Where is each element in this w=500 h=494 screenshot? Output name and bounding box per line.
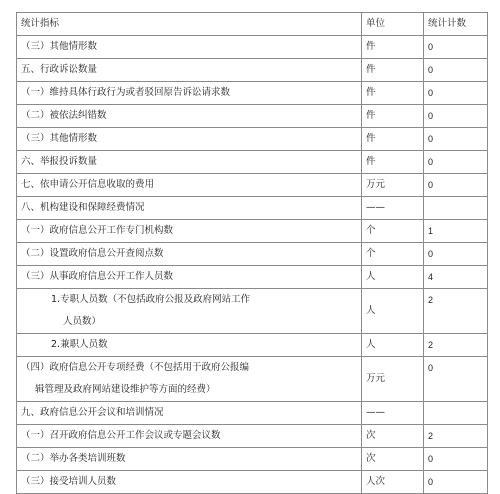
table-row — [17, 402, 488, 425]
count-cell: 0 — [424, 151, 488, 174]
table-row — [17, 197, 488, 220]
header-unit: 单位 — [362, 13, 424, 36]
table-row — [17, 425, 488, 448]
table-row — [17, 448, 488, 471]
unit-cell: 万元 — [362, 174, 424, 197]
indicator-cell — [17, 197, 362, 220]
table-row — [17, 243, 488, 266]
count-cell: 0 — [424, 174, 488, 197]
table-row — [17, 36, 488, 59]
indicator-text: 人员数） — [63, 316, 102, 327]
indicator-cell — [17, 357, 362, 402]
indicator-text: （二）设置政府信息公开查阅点数 — [21, 248, 164, 259]
count-cell: 0 — [424, 105, 488, 128]
indicator-cell — [17, 220, 362, 243]
count-cell: 4 — [424, 266, 488, 289]
indicator-cell — [17, 471, 362, 494]
count-cell: 2 — [424, 334, 488, 357]
indicator-cell — [17, 174, 362, 197]
unit-cell: 万元 — [362, 357, 424, 402]
indicator-cell — [17, 266, 362, 289]
unit-cell: 人次 — [362, 471, 424, 494]
count-cell — [424, 402, 488, 425]
indicator-text: 辑管理及政府网站建设维护等方面的经费） — [35, 384, 216, 395]
unit-cell: 人 — [362, 266, 424, 289]
unit-cell: 件 — [362, 128, 424, 151]
count-cell: 0 — [424, 82, 488, 105]
count-cell: 0 — [424, 243, 488, 266]
indicator-text: 六、举报投诉数量 — [21, 156, 98, 167]
count-cell — [424, 197, 488, 220]
count-cell: 0 — [424, 128, 488, 151]
unit-cell: 人 — [362, 289, 424, 334]
count-cell: 0 — [424, 471, 488, 494]
indicator-text: （一）政府信息公开工作专门机构数 — [21, 225, 174, 236]
table-row — [17, 289, 488, 334]
indicator-cell — [17, 289, 362, 334]
indicator-cell — [17, 82, 362, 105]
indicator-cell — [17, 36, 362, 59]
unit-cell: 人 — [362, 334, 424, 357]
table-row — [17, 266, 488, 289]
unit-cell: 次 — [362, 448, 424, 471]
indicator-cell — [17, 402, 362, 425]
header-indicator: 统计指标 — [17, 13, 362, 36]
unit-cell: 件 — [362, 36, 424, 59]
count-cell: 2 — [424, 425, 488, 448]
table-row — [17, 59, 488, 82]
table-row — [17, 357, 488, 402]
count-cell: 0 — [424, 448, 488, 471]
indicator-text: 七、依申请公开信息收取的费用 — [21, 179, 155, 190]
table-row — [17, 151, 488, 174]
table-row — [17, 174, 488, 197]
indicator-cell — [17, 243, 362, 266]
table-row — [17, 471, 488, 494]
count-cell: 0 — [424, 357, 488, 402]
indicator-cell — [17, 334, 362, 357]
indicator-text: （一）召开政府信息公开工作会议或专题会议数 — [21, 430, 221, 441]
count-cell: 1 — [424, 220, 488, 243]
unit-cell: 件 — [362, 59, 424, 82]
indicator-cell — [17, 448, 362, 471]
indicator-text: （四）政府信息公开专项经费（不包括用于政府公报编 — [21, 362, 250, 373]
indicator-cell — [17, 128, 362, 151]
indicator-text: 1.专职人员数（不包括政府公报及政府网站工作 — [51, 294, 251, 305]
count-cell: 2 — [424, 289, 488, 334]
unit-cell: 个 — [362, 243, 424, 266]
indicator-text: 八、机构建设和保障经费情况 — [21, 202, 145, 213]
unit-cell: 个 — [362, 220, 424, 243]
unit-cell: —— — [362, 402, 424, 425]
indicator-text: 五、行政诉讼数量 — [21, 64, 98, 75]
table-row — [17, 105, 488, 128]
indicator-text: （二）被依法纠错数 — [21, 110, 107, 121]
unit-cell: 次 — [362, 425, 424, 448]
indicator-text: （三）其他情形数 — [21, 133, 98, 144]
table-row — [17, 128, 488, 151]
unit-cell: 件 — [362, 82, 424, 105]
unit-cell: —— — [362, 197, 424, 220]
statistics-table-container — [16, 12, 487, 494]
indicator-text: （三）从事政府信息公开工作人员数 — [21, 271, 174, 282]
indicator-text: 2.兼职人员数 — [51, 339, 108, 350]
count-cell: 0 — [424, 36, 488, 59]
indicator-text: （一）维持具体行政行为或者驳回原告诉讼请求数 — [21, 87, 231, 98]
unit-cell: 件 — [362, 105, 424, 128]
indicator-text: 九、政府信息公开会议和培训情况 — [21, 407, 164, 418]
unit-cell: 件 — [362, 151, 424, 174]
indicator-cell — [17, 105, 362, 128]
indicator-text: （三）其他情形数 — [21, 41, 98, 52]
statistics-table — [16, 12, 488, 494]
indicator-cell — [17, 425, 362, 448]
header-count: 统计计数 — [424, 13, 488, 36]
indicator-text: （三）接受培训人员数 — [21, 476, 117, 487]
indicator-text: （二）举办各类培训班数 — [21, 453, 126, 464]
indicator-cell — [17, 59, 362, 82]
table-row — [17, 334, 488, 357]
indicator-cell — [17, 151, 362, 174]
table-row — [17, 82, 488, 105]
table-row — [17, 220, 488, 243]
table-header-row — [17, 13, 488, 36]
count-cell: 0 — [424, 59, 488, 82]
